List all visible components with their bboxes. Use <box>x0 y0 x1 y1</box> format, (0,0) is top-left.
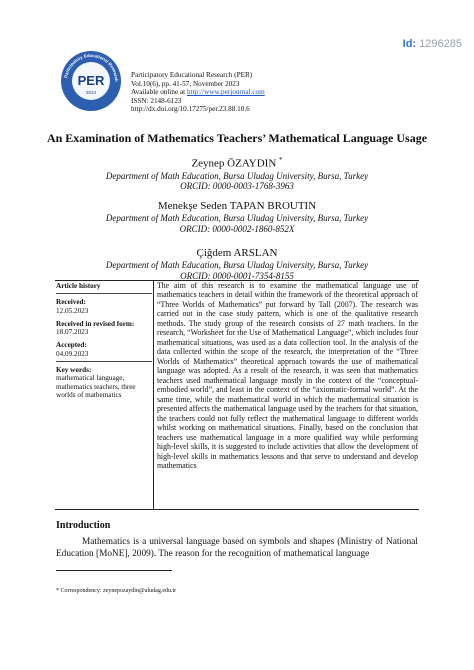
author-affiliation: Department of Math Education, Bursa Uludag University, Bursa, Turkey <box>105 260 369 270</box>
introduction-heading: Introduction <box>56 520 111 531</box>
introduction-text: Mathematics is a universal language based on symbols and shapes (Ministry of National Education [MoNE], 2009). The reason for the recognition of mathematical language <box>56 537 418 559</box>
record-id-label: Id: <box>402 38 417 50</box>
logo-year: 2014 <box>85 90 97 95</box>
author-affiliation: Department of Math Education, Bursa Uludag University, Bursa, Turkey <box>105 170 369 181</box>
keywords-entry <box>56 366 152 399</box>
article-info <box>56 282 152 399</box>
logo-initials: PER <box>77 73 105 88</box>
author-orcid: ORCID: 0000-0003-1768-3963 <box>180 181 294 192</box>
correspondence-mark: * <box>279 156 283 164</box>
accepted-label: Accepted: <box>56 341 87 350</box>
footnote-rule <box>56 570 172 571</box>
author-name <box>0 154 474 171</box>
author-block <box>0 154 474 192</box>
received-entry <box>56 298 152 315</box>
correspondence-footnote: * Correspondency: zeynepozaydin@uludag.edu.tr <box>56 588 177 594</box>
author-name: Menekşe Seden TAPAN BROUTIN <box>157 200 317 212</box>
received-label: Received: <box>56 298 86 307</box>
info-divider <box>153 281 154 509</box>
author-name: Çiğdem ARSLAN <box>196 247 278 259</box>
keywords-list: mathematical language, mathematics teachers, three worlds of mathematics <box>56 374 136 399</box>
journal-issn: ISSN: 2148-6123 <box>131 96 182 105</box>
journal-website-link[interactable]: http://www.perjournal.com <box>186 88 265 97</box>
journal-availability <box>131 88 265 97</box>
author-affiliation: Department of Math Education, Bursa Uludag University, Bursa, Turkey <box>105 213 369 223</box>
keywords-label: Key words: <box>56 366 92 375</box>
author-block <box>0 247 474 281</box>
accepted-entry <box>56 341 152 362</box>
accepted-date: 04.09.2023 <box>56 349 89 358</box>
record-id-value: 1296285 <box>419 38 462 50</box>
revised-date: 18.07.2023 <box>56 328 89 337</box>
author-block <box>0 200 474 234</box>
abstract-text: The aim of this research is to examine the mathematical language use of mathematics teachers in detail within the framework of the theoretical approach of “Three Worlds of Mathematics” put forward by Tall (2007). The research was carried out in the case study pattern, which is one of the qualitative research methods. The study group of the research consists of 27 math teachers. In the research, “Worksheet for the Use of Mathematical Language”, which includes four mathematical situations, was used as a data collection tool. In the analysis of the data collected within the scope of the research, the interpretation of the “Three Worlds of Mathematics” theoretical approach towards the use of mathematical language was adopted. As a result of the research, it was seen that mathematics teachers used mathematical language mostly in the context of the “conceptual-embodied world”, and least in the context of the “axiomatic-formal world”. At the same time, while the mathematical world in which the mathematical situation is presented affects the mathematical language used by the teachers for that situation, the teachers could not fully reflect the mathematical language to different worlds whilst working on mathematical situations. Finally, based on the conclusion that teachers use mathematical language in a more qualified way while performing high-level skills, it is suggested to include activities that allow the development of high-level skills in mathematics lessons and that serve to understand and develop mathematics <box>157 281 418 471</box>
journal-volume: Vol.10(6), pp. 41-57, November 2023 <box>131 79 240 88</box>
info-bottom-rule <box>55 509 419 510</box>
journal-availability-prefix: Available online at <box>131 88 187 97</box>
logo-ring-text: Participatory Educational Research <box>63 52 120 82</box>
author-orcid: ORCID: 0000-0001-7354-8155 <box>180 270 294 281</box>
record-id <box>403 38 462 50</box>
journal-logo <box>60 50 122 112</box>
author-name-text: Zeynep ÖZAYDIN <box>191 157 277 170</box>
revised-label: Received in revised form: <box>56 319 135 328</box>
received-date: 12.05.2023 <box>56 306 89 315</box>
author-orcid: ORCID: 0000-0002-1860-852X <box>179 223 295 234</box>
journal-name: Participatory Educational Research (PER) <box>131 71 253 79</box>
article-history-heading: Article history <box>56 282 152 294</box>
paper-title: An Examination of Mathematics Teachers’ Mathematical Language Usage <box>46 131 428 145</box>
revised-entry <box>56 320 152 337</box>
journal-doi[interactable]: http://dx.doi.org/10.17275/per.23.88.10.6 <box>131 105 250 114</box>
journal-info <box>131 71 265 114</box>
